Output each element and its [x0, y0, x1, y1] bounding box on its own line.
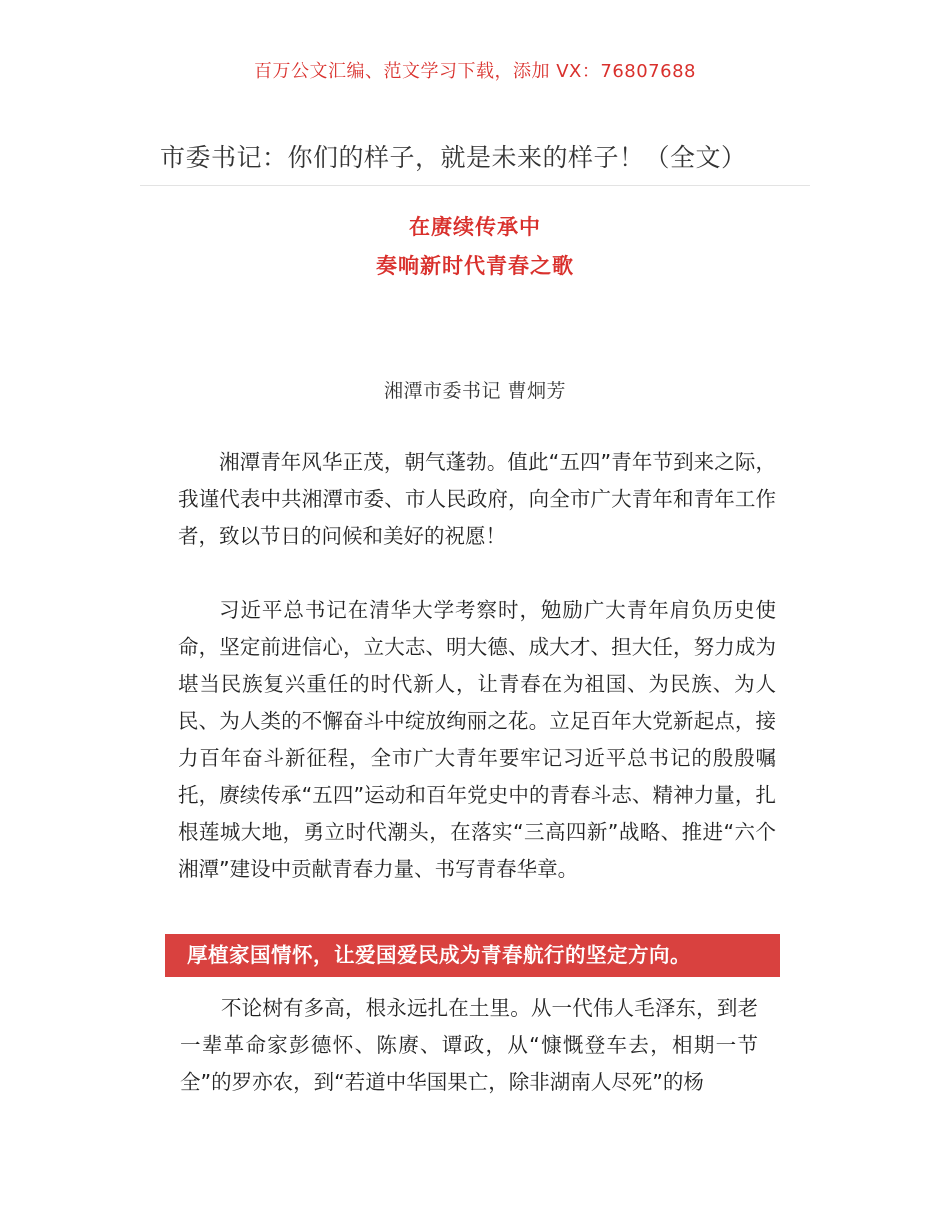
body-paragraph-2: 习近平总书记在清华大学考察时，勉励广大青年肩负历史使命，坚定前进信心，立大志、明大德、成大才、担大任，努力成为堪当民族复兴重任的时代新人，让青春在为祖国、为民族、为人民、为人类的不懈奋斗中绽放绚丽之花。立足百年大党新起点，接力百年奋斗新征程，全市广大青年要牢记习近平总书记的殷殷嘱托，赓续传承“五四”运动和百年党史中的青春斗志、精神力量，扎根莲城大地，勇立时代潮头，在落实“三高四新”战略、推进“六个湘潭”建设中贡献青春力量、书写青春华章。	[178, 598, 776, 881]
article-heading-line-1: 在赓续传承中	[409, 215, 541, 239]
section-heading-bar: 厚植家国情怀，让爱国爱民成为青春航行的坚定方向。	[165, 934, 780, 977]
section-body-paragraph: 不论树有多高，根永远扎在土里。从一代伟人毛泽东，到老一辈革命家彭德怀、陈赓、谭政，从“慷慨登车去，相期一节全”的罗亦农，到“若道中华国果亡，除非湖南人尽死”的杨	[180, 996, 758, 1094]
page-title: 市委书记：你们的样子，就是未来的样子！（全文）	[160, 143, 747, 172]
article-heading-line-2: 奏响新时代青春之歌	[376, 254, 574, 278]
body-paragraph-1: 湘潭青年风华正茂，朝气蓬勃。值此“五四”青年节到来之际，我谨代表中共湘潭市委、市人民政府，向全市广大青年和青年工作者，致以节日的问候和美好的祝愿！	[178, 450, 776, 548]
title-divider	[140, 185, 810, 186]
promo-banner: 百万公文汇编、范文学习下载，添加 VX：76807688	[254, 61, 696, 82]
author-byline: 湘潭市委书记 曹炯芳	[383, 380, 567, 402]
